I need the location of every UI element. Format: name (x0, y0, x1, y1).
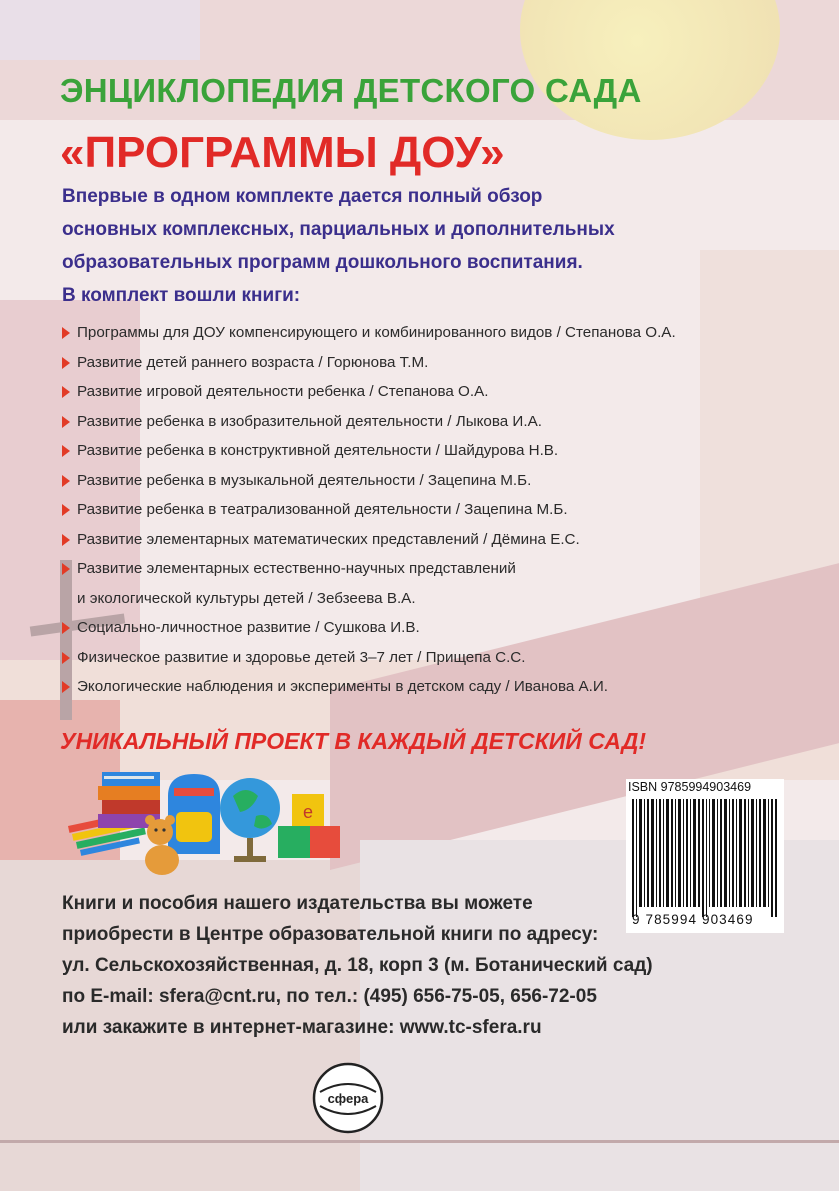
contact-line: по E-mail: sfera@cnt.ru, по тел.: (495) 656-75-05, 656-72-05 (62, 986, 597, 1007)
book-entry: Развитие ребенка в конструктивной деятельности / Шайдурова Н.В. (77, 442, 559, 459)
list-item (62, 643, 782, 673)
bullet-arrow-icon (62, 681, 70, 693)
contact-info (62, 888, 653, 1043)
intro-text (62, 180, 782, 312)
book-entry: Развитие ребенка в изобразительной деятельности / Лыкова И.А. (77, 412, 542, 430)
list-item (62, 495, 782, 525)
contact-line: Книги и пособия нашего издательства вы можете (62, 893, 533, 914)
list-item (62, 377, 782, 407)
book-title: «ПРОГРАММЫ ДОУ» (60, 128, 505, 177)
list-item (62, 318, 782, 348)
book-entry: Программы для ДОУ компенсирующего и комбинированного видов / Степанова О.А. (77, 324, 676, 341)
intro-line: В комплект вошли книги: (62, 285, 301, 306)
list-item (62, 554, 782, 613)
bullet-arrow-icon (62, 652, 70, 664)
bullet-arrow-icon (62, 416, 70, 428)
list-item (62, 525, 782, 555)
intro-line: основных комплексных, парциальных и дополнительных (62, 219, 615, 240)
toy-blocks-icon (278, 794, 340, 858)
list-item (62, 348, 782, 378)
list-item (62, 466, 782, 496)
book-entry: Развитие ребенка в театрализованной деятельности / Зацепина М.Б. (77, 501, 568, 518)
bullet-arrow-icon (62, 504, 70, 516)
book-entry: Физическое развитие и здоровье детей 3–7 лет / Прищепа С.С. (77, 648, 526, 666)
series-title: ЭНЦИКЛОПЕДИЯ ДЕТСКОГО САДА (60, 72, 642, 109)
book-entry: Развитие детей раннего возраста / Горюнова Т.М. (77, 353, 429, 371)
globe-icon (220, 778, 280, 862)
contact-line: приобрести в Центре образовательной книги по адресу: (62, 924, 599, 945)
book-entry: Социально-личностное развитие / Сушкова И.В. (77, 619, 420, 636)
bullet-arrow-icon (62, 357, 70, 369)
kindergarten-illustration (68, 768, 348, 878)
isbn-label: ISBN 9785994903469 (628, 780, 752, 794)
bullet-arrow-icon (62, 327, 70, 339)
publisher-logo-icon (312, 1062, 384, 1134)
list-item (62, 407, 782, 437)
list-item (62, 436, 782, 466)
book-entry: Развитие игровой деятельности ребенка / Степанова О.А. (77, 383, 489, 400)
book-list (62, 318, 782, 702)
list-item (62, 613, 782, 643)
backpack-icon (168, 774, 220, 854)
list-item (62, 672, 782, 702)
intro-line: Впервые в одном комплекте дается полный обзор (62, 186, 543, 207)
book-entry: Экологические наблюдения и эксперименты в детском саду / Иванова А.И. (77, 678, 609, 695)
contact-line: ул. Сельскохозяйственная, д. 18, корп 3 (м. Ботанический сад) (62, 955, 653, 976)
book-entry: Развитие элементарных естественно-научных представлений (77, 560, 516, 577)
slogan: УНИКАЛЬНЫЙ ПРОЕКТ В КАЖДЫЙ ДЕТСКИЙ САД! (60, 728, 646, 754)
book-entry-continuation: и экологической культуры детей / Зебзеева В.А. (77, 589, 416, 607)
barcode-digits: 9 785994 903469 (632, 912, 754, 927)
svg-text:е: е (302, 802, 314, 822)
svg-text:сфера: сфера (327, 1091, 369, 1106)
bullet-arrow-icon (62, 475, 70, 487)
bullet-arrow-icon (62, 534, 70, 546)
book-entry: Развитие элементарных математических представлений / Дёмина Е.С. (77, 530, 580, 548)
bullet-arrow-icon (62, 563, 70, 575)
intro-line: образовательных программ дошкольного воспитания. (62, 252, 583, 273)
book-entry: Развитие ребенка в музыкальной деятельности / Зацепина М.Б. (77, 471, 532, 489)
contact-line: или закажите в интернет-магазине: www.tc-sfera.ru (62, 1017, 542, 1038)
bullet-arrow-icon (62, 445, 70, 457)
bullet-arrow-icon (62, 386, 70, 398)
bullet-arrow-icon (62, 622, 70, 634)
